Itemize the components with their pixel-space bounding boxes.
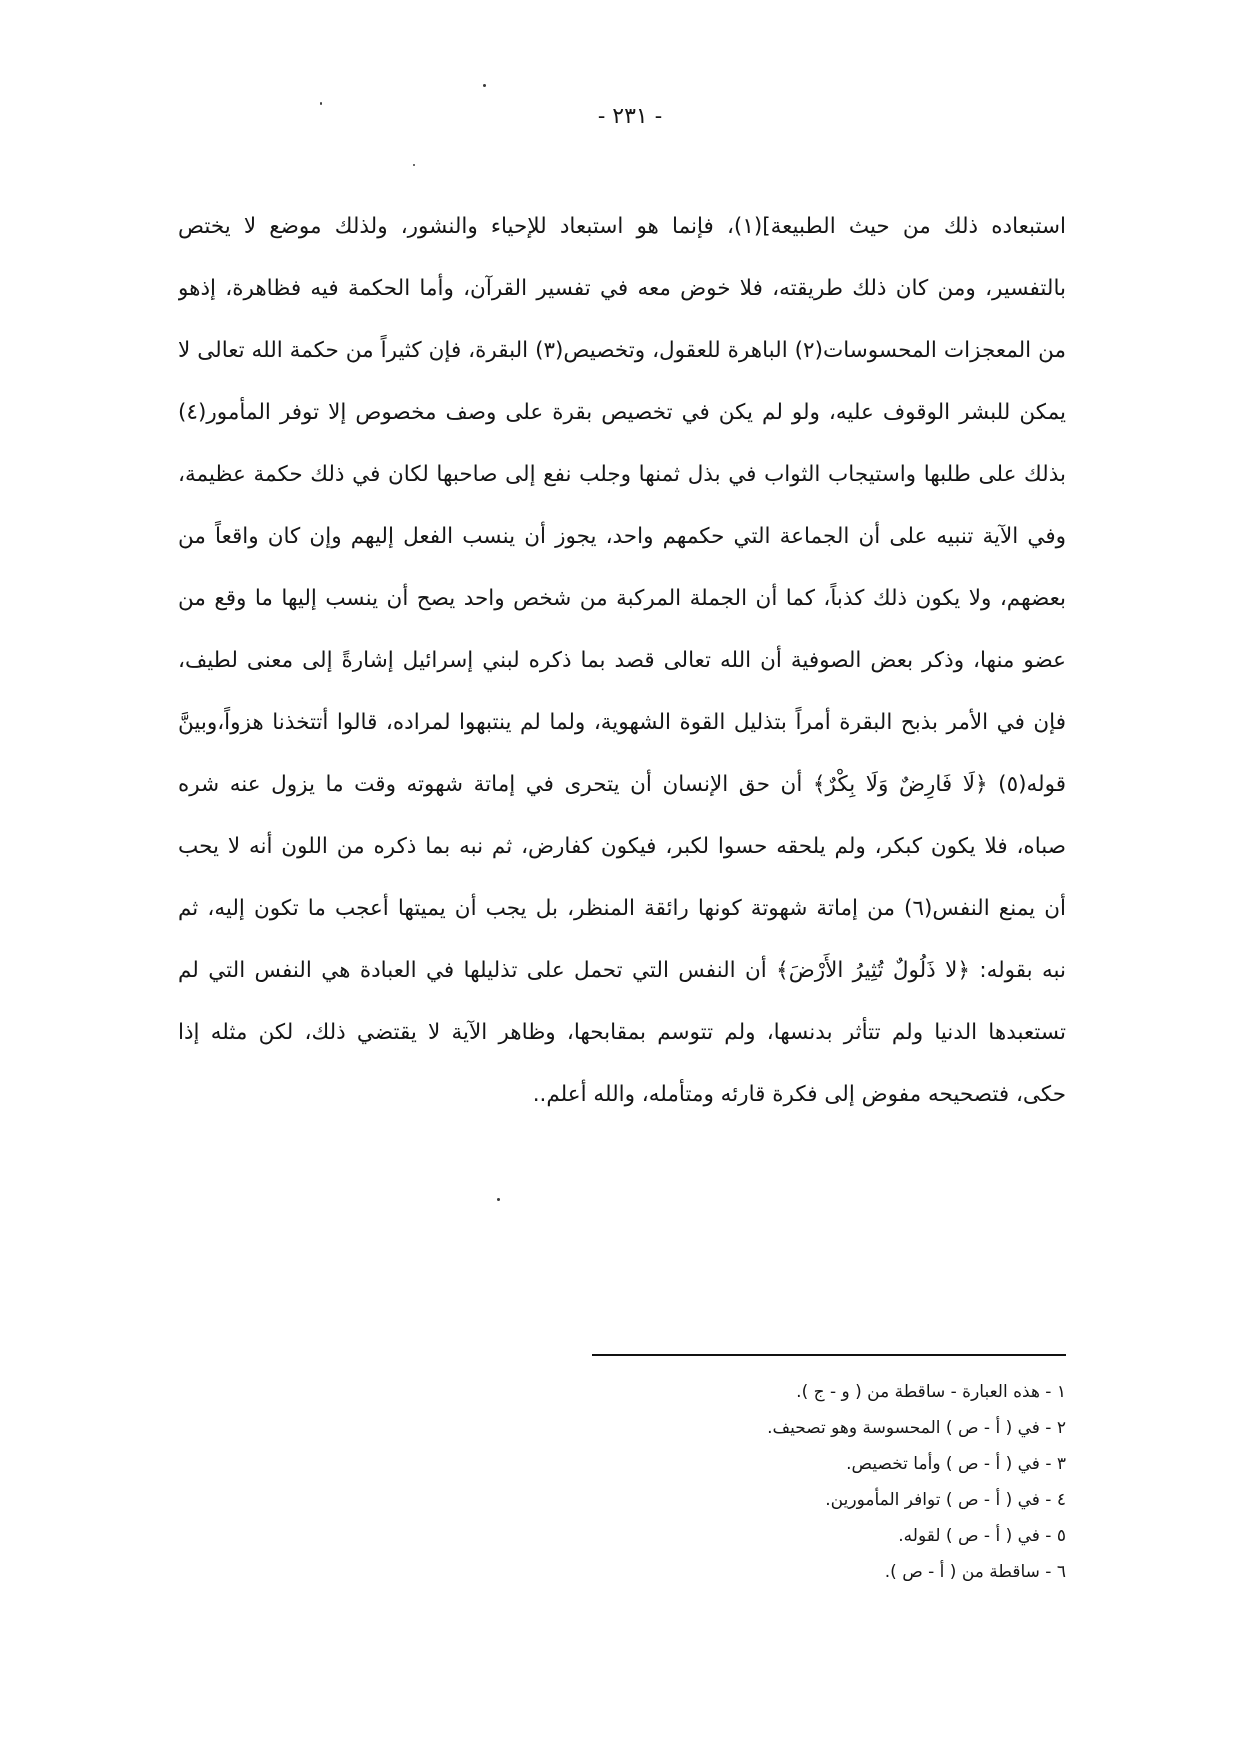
footnotes	[592, 1374, 1066, 1590]
text-line: وفي الآية تنبيه على أن الجماعة التي حكمهم واحد، يجوز أن ينسب الفعل إليهم وإن كان واقعاً من	[178, 524, 1066, 549]
footnote-3: ٣ - في ( أ - ص ) وأما تخصيص.	[846, 1454, 1066, 1474]
text-line: تستعبدها الدنيا ولم تتأثر بدنسها، ولم تتوسم بمقابحها، وظاهر الآية لا يقتضي ذلك، لكن مثله إذا	[178, 1020, 1066, 1045]
text-line: استبعاده ذلك من حيث الطبيعة](١)، فإنما هو استبعاد للإحياء والنشور، ولذلك موضع لا يختص	[178, 214, 1066, 239]
body-text	[178, 196, 1066, 1126]
text-line: من المعجزات المحسوسات(٢) الباهرة للعقول، وتخصيص(٣) البقرة، فإن كثيراً من حكمة الله تعالى لا	[178, 338, 1066, 363]
page-number: - ٢٣١ -	[597, 104, 663, 129]
text-line: بعضهم، ولا يكون ذلك كذباً، كما أن الجملة المركبة من شخص واحد يصح أن ينسب إليها ما وقع من	[178, 586, 1066, 611]
footnote-separator	[592, 1354, 1066, 1356]
text-line-last: حكى، فتصحيحه مفوض إلى فكرة قارئه ومتأمله، والله أعلم..	[532, 1082, 1066, 1107]
text-line: عضو منها، وذكر بعض الصوفية أن الله تعالى قصد بما ذكره لبني إسرائيل إشارةً إلى معنى لطيف،	[178, 648, 1066, 673]
text-line: أن يمنع النفس(٦) من إماتة شهوتة كونها رائقة المنظر، بل يجب أن يميتها أعجب ما تكون إليه، ثم	[178, 896, 1066, 921]
footnote-5: ٥ - في ( أ - ص ) لقوله.	[898, 1526, 1066, 1546]
text-line: صباه، فلا يكون كبكر، ولم يلحقه حسوا لكبر، فيكون كفارض، ثم نبه بما ذكره من اللون أنه لا يحب	[178, 834, 1066, 859]
scan-speck	[413, 164, 415, 166]
text-line: فإن في الأمر بذبح البقرة أمراً بتذليل القوة الشهوية، ولما لم ينتبهوا لمراده، قالوا أتتخذنا هزواً،وبينَّ	[178, 710, 1066, 735]
scan-speck	[497, 1198, 500, 1201]
scan-speck	[320, 102, 322, 105]
text-line: نبه بقوله: ﴿لا ذَلُولٌ تُثِيرُ الأَرْضَ﴾ أن النفس التي تحمل على تذليلها في العبادة هي النفس التي لم	[178, 958, 1066, 983]
footnote-2: ٢ - في ( أ - ص ) المحسوسة وهو تصحيف.	[767, 1418, 1066, 1438]
scan-speck	[483, 84, 486, 87]
text-line: بالتفسير، ومن كان ذلك طريقته، فلا خوض معه في تفسير القرآن، وأما الحكمة فيه فظاهرة، إذهو	[178, 276, 1066, 301]
text-line: قوله(٥) ﴿لَا فَارِضٌ وَلَا بِكْرٌ﴾ أن حق الإنسان أن يتحرى في إماتة شهوته وقت ما يزول عنه شره	[178, 772, 1066, 797]
text-line: بذلك على طلبها واستيجاب الثواب في بذل ثمنها وجلب نفع إلى صاحبها لكان في ذلك حكمة عظيمة،	[178, 462, 1066, 487]
footnote-4: ٤ - في ( أ - ص ) توافر المأمورين.	[825, 1490, 1066, 1510]
footnote-1: ١ - هذه العبارة - ساقطة من ( و - ج ).	[796, 1382, 1066, 1402]
text-line: يمكن للبشر الوقوف عليه، ولو لم يكن في تخصيص بقرة على وصف مخصوص إلا توفر المأمور(٤)	[178, 400, 1066, 425]
footnote-6: ٦ - ساقطة من ( أ - ص ).	[884, 1562, 1066, 1582]
